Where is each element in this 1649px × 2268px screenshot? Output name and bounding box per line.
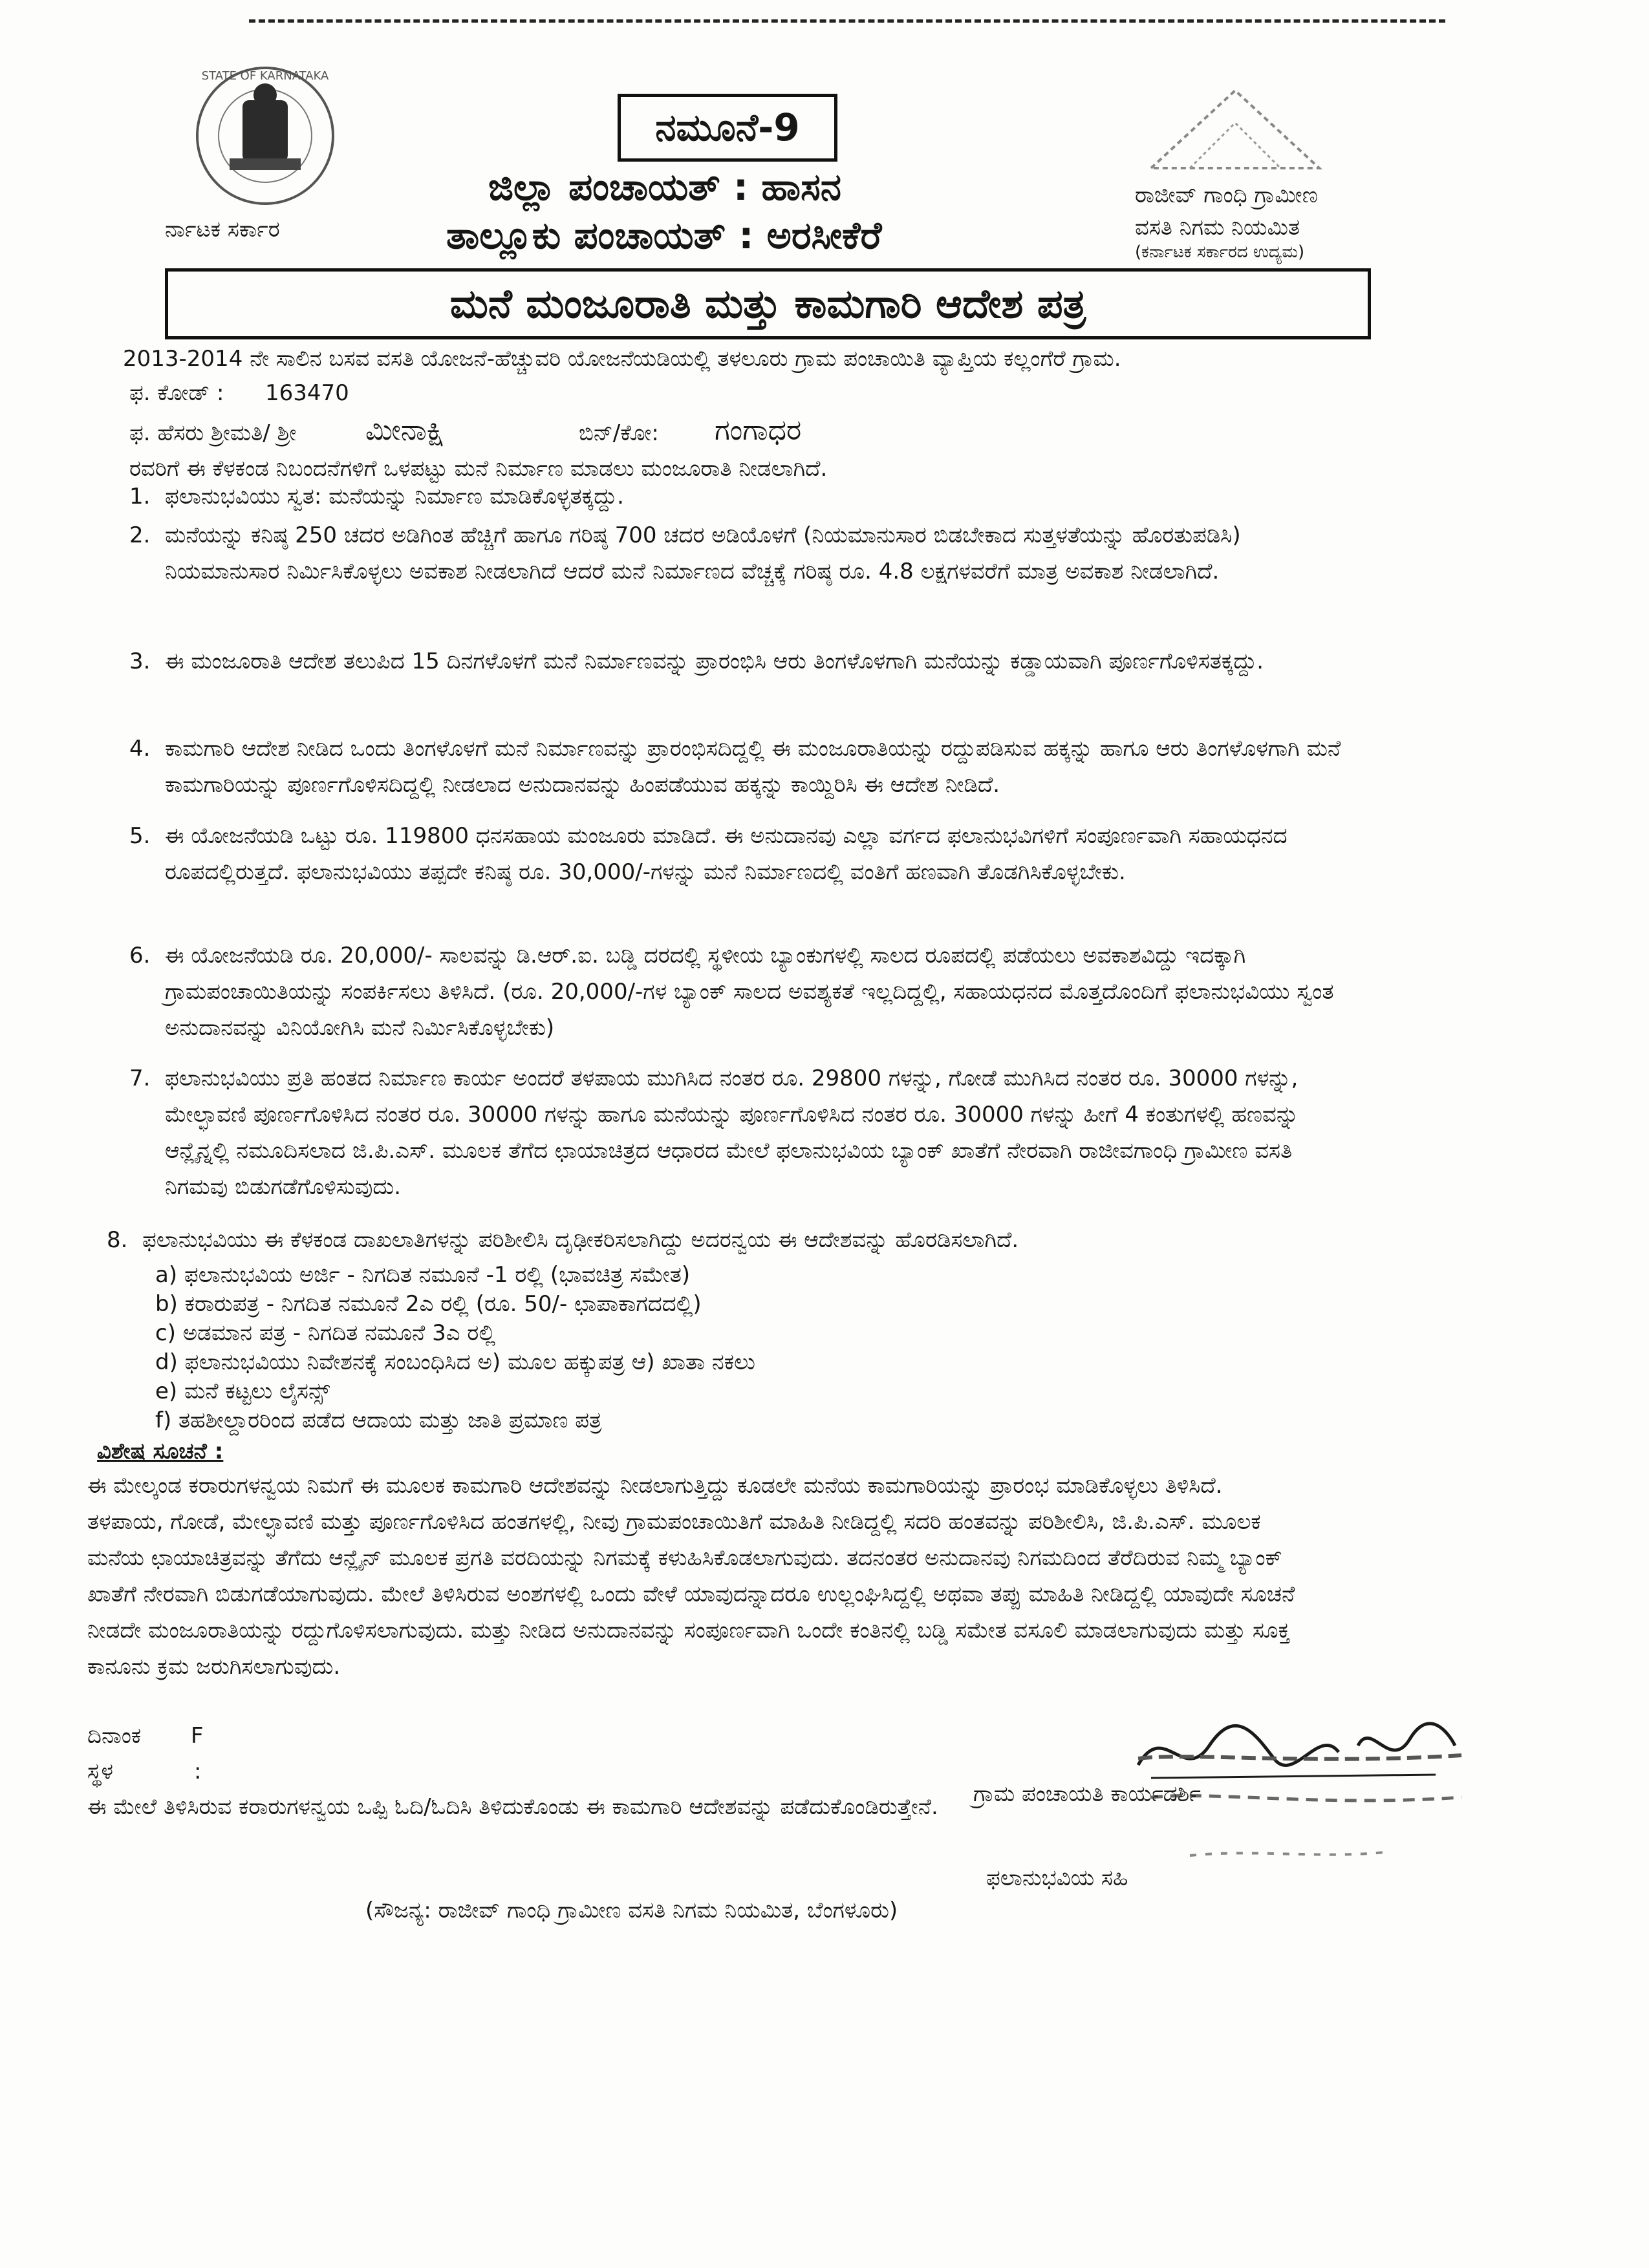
rgrhcl-subtitle: (ಕರ್ನಾಟಕ ಸರ್ಕಾರದ ಉದ್ಯಮ) — [1135, 242, 1305, 262]
form-number-box: ನಮೂನೆ-9 — [618, 94, 837, 162]
document-list-item: b) ಕರಾರುಪತ್ರ - ನಿಗದಿತ ನಮೂನೆ 2ಎ ರಲ್ಲಿ (ರೂ. 50/- ಛಾಪಾಕಾಗದದಲ್ಲಿ) — [155, 1291, 702, 1317]
beneficiary-name-label: ಫ. ಹೆಸರು ಶ್ರೀಮತಿ/ ಶ್ರೀ — [129, 420, 297, 446]
relation-label: ಬಿನ್/ಕೋ: — [579, 420, 659, 446]
condition-text: ಮನೆಯನ್ನು ಕನಿಷ್ಠ 250 ಚದರ ಅಡಿಗಿಂತ ಹೆಚ್ಚಿಗೆ ಹಾಗೂ ಗರಿಷ್ಠ 700 ಚದರ ಅಡಿಯೊಳಗೆ (ನಿಯಮಾನುಸಾರ ಬಿಡಬೇಕಾದ ಸುತ್ತಳತೆಯನ್ನು ಹೊರತುಪಡಿಸಿ) ನಿಯಮಾನುಸಾರ ನಿರ್ಮಿಸಿಕೊಳ್ಳಲು ಅವಕಾಶ ನೀಡಲಾಗಿದೆ ಆದರೆ ಮನೆ ನಿರ್ಮಾಣದ ವೆಚ್ಚಕ್ಕೆ ಗರಿಷ್ಠ ರೂ. 4.8 ಲಕ್ಷಗಳವರೆಗೆ ಮಾತ್ರ ಅವಕಾಶ ನೀಡಲಾಗಿದೆ. — [165, 522, 1241, 584]
document-list-item: e) ಮನೆ ಕಟ್ಟಲು ಲೈಸನ್ಸ್ — [155, 1378, 330, 1404]
acknowledgement-text: ಈ ಮೇಲೆ ತಿಳಿಸಿರುವ ಕರಾರುಗಳನ್ವಯ ಒಪ್ಪಿ ಓದಿ/ಓದಿಸಿ ತಿಳಿದುಕೊಂಡು ಈ ಕಾಮಗಾರಿ ಆದೇಶವನ್ನು ಪಡೆದುಕೊಂಡಿರುತ್ತೇನೆ. — [87, 1794, 938, 1820]
place-value: : — [194, 1759, 202, 1784]
date-label: ದಿನಾಂಕ — [87, 1723, 142, 1749]
condition-number: 3. — [129, 648, 151, 674]
condition-text: ಕಾಮಗಾರಿ ಆದೇಶ ನೀಡಿದ ಒಂದು ತಿಂಗಳೊಳಗೆ ಮನೆ ನಿರ್ಮಾಣವನ್ನು ಪ್ರಾರಂಭಿಸದಿದ್ದಲ್ಲಿ ಈ ಮಂಜೂರಾತಿಯನ್ನು ರದ್ದುಪಡಿಸುವ ಹಕ್ಕನ್ನು ಹಾಗೂ ಆರು ತಿಂಗಳೊಳಗಾಗಿ ಮನೆ ಕಾಮಗಾರಿಯನ್ನು ಪೂರ್ಣಗೊಳಿಸದಿದ್ದಲ್ಲಿ ನೀಡಲಾದ ಅನುದಾನವನ್ನು ಹಿಂಪಡೆಯುವ ಹಕ್ಕನ್ನು ಕಾಯ್ದಿರಿಸಿ ಈ ಆದೇಶ ನೀಡಿದೆ. — [165, 736, 1341, 798]
condition-text: ಈ ಯೋಜನೆಯಡಿ ಒಟ್ಟು ರೂ. 119800 ಧನಸಹಾಯ ಮಂಜೂರು ಮಾಡಿದೆ. ಈ ಅನುದಾನವು ಎಲ್ಲಾ ವರ್ಗದ ಫಲಾನುಭವಿಗಳಿಗೆ ಸಂಪೂರ್ಣವಾಗಿ ಸಹಾಯಧನದ ರೂಪದಲ್ಲಿರುತ್ತದೆ. ಫಲಾನುಭವಿಯು ತಪ್ಪದೇ ಕನಿಷ್ಠ ರೂ. 30,000/-ಗಳನ್ನು ಮನೆ ನಿರ್ಮಾಣದಲ್ಲಿ ವಂತಿಗೆ ಹಣವಾಗಿ ತೊಡಗಿಸಿಕೊಳ್ಳಬೇಕು. — [165, 823, 1288, 885]
condition-number: 1. — [129, 484, 151, 509]
document-list-item: d) ಫಲಾನುಭವಿಯು ನಿವೇಶನಕ್ಕೆ ಸಂಬಂಧಿಸಿದ ಅ) ಮೂಲ ಹಕ್ಕುಪತ್ರ ಆ) ಖಾತಾ ನಕಲು — [155, 1349, 755, 1375]
date-value: F — [191, 1723, 204, 1749]
condition-text: ಈ ಯೋಜನೆಯಡಿ ರೂ. 20,000/- ಸಾಲವನ್ನು ಡಿ.ಆರ್.ಐ. ಬಡ್ಡಿ ದರದಲ್ಲಿ ಸ್ಥಳೀಯ ಬ್ಯಾಂಕುಗಳಲ್ಲಿ ಸಾಲದ ರೂಪದಲ್ಲಿ ಪಡೆಯಲು ಅವಕಾಶವಿದ್ದು ಇದಕ್ಕಾಗಿ ಗ್ರಾಮಪಂಚಾಯಿತಿಯನ್ನು ಸಂಪರ್ಕಿಸಲು ತಿಳಿಸಿದೆ. (ರೂ. 20,000/-ಗಳ ಬ್ಯಾಂಕ್ ಸಾಲದ ಅವಶ್ಯಕತೆ ಇಲ್ಲದಿದ್ದಲ್ಲಿ, ಸಹಾಯಧನದ ಮೊತ್ತದೊಂದಿಗೆ ಫಲಾನುಭವಿಯು ಸ್ವಂತ ಅನುದಾನವನ್ನು ವಿನಿಯೋಗಿಸಿ ಮನೆ ನಿರ್ಮಿಸಿಕೊಳ್ಳಬೇಕು) — [165, 943, 1334, 1041]
beneficiary-code-value: 163470 — [265, 380, 349, 406]
relation-value: ಗಂಗಾಧರ — [715, 414, 802, 447]
rgrhcl-name-line1: ರಾಜೀವ್ ಗಾಂಧಿ ಗ್ರಾಮೀಣ — [1135, 182, 1318, 208]
condition-number: 7. — [129, 1065, 151, 1091]
special-note-text: ಈ ಮೇಲ್ಕಂಡ ಕರಾರುಗಳನ್ವಯ ನಿಮಗೆ ಈ ಮೂಲಕ ಕಾಮಗಾರಿ ಆದೇಶವನ್ನು ನೀಡಲಾಗುತ್ತಿದ್ದು ಕೂಡಲೇ ಮನೆಯ ಕಾಮಗಾರಿಯನ್ನು ಪ್ರಾರಂಭ ಮಾಡಿಕೊಳ್ಳಲು ತಿಳಿಸಿದೆ. ತಳಪಾಯ, ಗೋಡೆ, ಮೇಲ್ಛಾವಣಿ ಮತ್ತು ಪೂರ್ಣಗೊಳಿಸಿದ ಹಂತಗಳಲ್ಲಿ, ನೀವು ಗ್ರಾಮಪಂಚಾಯಿತಿಗೆ ಮಾಹಿತಿ ನೀಡಿದ್ದಲ್ಲಿ ಸದರಿ ಹಂತವನ್ನು ಪರಿಶೀಲಿಸಿ, ಜಿ.ಪಿ.ಎಸ್. ಮೂಲಕ ಮನೆಯ ಛಾಯಾಚಿತ್ರವನ್ನು ತೆಗೆದು ಆನ್ಲೈನ್ ಮೂಲಕ ಪ್ರಗತಿ ವರದಿಯನ್ನು ನಿಗಮಕ್ಕೆ ಕಳುಹಿಸಿಕೊಡಲಾಗುವುದು. ತದನಂತರ ಅನುದಾನವು ನಿಗಮದಿಂದ ತೆರೆದಿರುವ ನಿಮ್ಮ ಬ್ಯಾಂಕ್ ಖಾತೆಗೆ ನೇರವಾಗಿ ಬಿಡುಗಡೆಯಾಗುವುದು. ಮೇಲೆ ತಿಳಿಸಿರುವ ಅಂಶಗಳಲ್ಲಿ ಒಂದು ವೇಳೆ ಯಾವುದನ್ನಾದರೂ ಉಲ್ಲಂಘಿಸಿದ್ದಲ್ಲಿ ಅಥವಾ ತಪ್ಪು ಮಾಹಿತಿ ನೀಡಿದ್ದಲ್ಲಿ ಯಾವುದೇ ಸೂಚನೆ ನೀಡದೇ ಮಂಜೂರಾತಿಯನ್ನು ರದ್ದುಗೊಳಿಸಲಾಗುವುದು. ಮತ್ತು ನೀಡಿದ ಅನುದಾನವನ್ನು ಸಂಪೂರ್ಣವಾಗಿ ಒಂದೇ ಕಂತಿನಲ್ಲಿ ಬಡ್ಡಿ ಸಮೇತ ವಸೂಲಿ ಮಾಡಲಾಗುವುದು ಮತ್ತು ಸೂಕ್ತ ಕಾನೂನು ಕ್ರಮ ಜರುಗಿಸಲಾಗುವುದು. — [87, 1473, 1295, 1680]
condition-text: ಫಲಾನುಭವಿಯು ಈ ಕೆಳಕಂಡ ದಾಖಲಾತಿಗಳನ್ನು ಪರಿಶೀಲಿಸಿ ದೃಢೀಕರಿಸಲಾಗಿದ್ದು ಅದರನ್ವಯ ಈ ಆದೇಶವನ್ನು ಹೊರಡಿಸಲಾಗಿದೆ. — [142, 1227, 1019, 1253]
taluk-panchayat-heading: ತಾಲ್ಲೂಕು ಪಂಚಾಯತ್ : ಅರಸೀಕೆರೆ — [446, 213, 882, 257]
condition-number: 5. — [129, 823, 151, 849]
condition-text: ಫಲಾನುಭವಿಯು ಪ್ರತಿ ಹಂತದ ನಿರ್ಮಾಣ ಕಾರ್ಯ ಅಂದರೆ ತಳಪಾಯ ಮುಗಿಸಿದ ನಂತರ ರೂ. 29800 ಗಳನ್ನು, ಗೋಡೆ ಮುಗಿಸಿದ ನಂತರ ರೂ. 30000 ಗಳನ್ನು, ಮೇಲ್ಛಾವಣಿ ಪೂರ್ಣಗೊಳಿಸಿದ ನಂತರ ರೂ. 30000 ಗಳನ್ನು ಹಾಗೂ ಮನೆಯನ್ನು ಪೂರ್ಣಗೊಳಿಸಿದ ನಂತರ ರೂ. 30000 ಗಳನ್ನು ಹೀಗೆ 4 ಕಂತುಗಳಲ್ಲಿ ಹಣವನ್ನು ಆನ್ಲೈನ್ನಲ್ಲಿ ನಮೂದಿಸಲಾದ ಜಿ.ಪಿ.ಎಸ್. ಮೂಲಕ ತೆಗೆದ ಛಾಯಾಚಿತ್ರದ ಆಧಾರದ ಮೇಲೆ ಫಲಾನುಭವಿಯ ಬ್ಯಾಂಕ್ ಖಾತೆಗೆ ನೇರವಾಗಿ ರಾಜೀವಗಾಂಧಿ ಗ್ರಾಮೀಣ ವಸತಿ ನಿಗಮವು ಬಿಡುಗಡೆಗೊಳಿಸುವುದು. — [165, 1065, 1299, 1200]
condition-number: 8. — [107, 1227, 128, 1253]
condition-text: ಫಲಾನುಭವಿಯು ಸ್ವತ: ಮನೆಯನ್ನು ನಿರ್ಮಾಣ ಮಾಡಿಕೊಳ್ಳತಕ್ಕದ್ದು. — [165, 484, 624, 509]
condition-number: 2. — [129, 522, 151, 548]
top-border-line — [249, 19, 1445, 23]
document-list-item: c) ಅಡಮಾನ ಪತ್ರ - ನಿಗದಿತ ನಮೂನೆ 3ಎ ರಲ್ಲಿ — [155, 1320, 496, 1346]
secretary-designation: ಗ್ರಾಮ ಪಂಚಾಯತಿ ಕಾರ್ಯದರ್ಶಿ — [973, 1781, 1201, 1807]
govt-karnataka-label: ರ್ನಾಟಕ ಸರ್ಕಾರ — [165, 217, 280, 242]
scheme-line: 2013-2014 ನೇ ಸಾಲಿನ ಬಸವ ವಸತಿ ಯೋಜನೆ-ಹೆಚ್ಚುವರಿ ಯೋಜನೆಯಡಿಯಲ್ಲಿ ತಳಲೂರು ಗ್ರಾಮ ಪಂಚಾಯಿತಿ ವ್ಯಾಪ್ತಿಯ ಕಲ್ಲಂಗೆರೆ ಗ್ರಾಮ. — [123, 346, 1121, 372]
svg-text:STATE OF KARNATAKA: STATE OF KARNATAKA — [201, 69, 329, 83]
condition-number: 6. — [129, 943, 151, 968]
document-title: ಮನೆ ಮಂಜೂರಾತಿ ಮತ್ತು ಕಾಮಗಾರಿ ಆದೇಶ ಪತ್ರ — [165, 268, 1371, 339]
courtesy-line: (ಸೌಜನ್ಯ: ರಾಜೀವ್ ಗಾಂಧಿ ಗ್ರಾಮೀಣ ವಸತಿ ನಿಗಮ ನಿಯಮಿತ, ಬೆಂಗಳೂರು) — [365, 1898, 898, 1923]
beneficiary-signature-label: ಫಲಾನುಭವಿಯ ಸಹಿ — [986, 1865, 1128, 1891]
document-list-item: f) ತಹಶೀಲ್ದಾರರಿಂದ ಪಡೆದ ಆದಾಯ ಮತ್ತು ಜಾತಿ ಪ್ರಮಾಣ ಪತ್ರ — [155, 1407, 602, 1433]
condition-text: ಈ ಮಂಜೂರಾತಿ ಆದೇಶ ತಲುಪಿದ 15 ದಿನಗಳೊಳಗೆ ಮನೆ ನಿರ್ಮಾಣವನ್ನು ಪ್ರಾರಂಭಿಸಿ ಆರು ತಿಂಗಳೊಳಗಾಗಿ ಮನೆಯನ್ನು ಕಡ್ಡಾಯವಾಗಿ ಪೂರ್ಣಗೊಳಿಸತಕ್ಕದ್ದು. — [165, 648, 1264, 674]
rgrhcl-logo-icon — [1138, 78, 1332, 175]
condition-number: 4. — [129, 736, 151, 762]
office-stamp-icon — [1112, 1746, 1468, 1888]
zilla-panchayat-heading: ಜಿಲ್ಲಾ ಪಂಚಾಯತ್ : ಹಾಸನ — [488, 165, 842, 209]
sanction-line: ರವರಿಗೆ ಈ ಕೆಳಕಂಡ ನಿಬಂದನೆಗಳಿಗೆ ಒಳಪಟ್ಟು ಮನೆ ನಿರ್ಮಾಣ ಮಾಡಲು ಮಂಜೂರಾತಿ ನೀಡಲಾಗಿದೆ. — [129, 456, 828, 482]
state-emblem-icon — [191, 61, 339, 210]
document-list-item: a) ಫಲಾನುಭವಿಯ ಅರ್ಜಿ - ನಿಗದಿತ ನಮೂನೆ -1 ರಲ್ಲಿ (ಭಾವಚಿತ್ರ ಸಮೇತ) — [155, 1262, 691, 1288]
beneficiary-name-value: ಮೀನಾಕ್ಷಿ — [365, 414, 445, 447]
place-label: ಸ್ಥಳ — [87, 1759, 113, 1784]
special-note-heading: ವಿಶೇಷ ಸೂಚನೆ : — [97, 1439, 224, 1464]
rgrhcl-name-line2: ವಸತಿ ನಿಗಮ ನಿಯಮಿತ — [1135, 215, 1300, 241]
beneficiary-code-label: ಫ. ಕೋಡ್ : — [129, 380, 224, 406]
